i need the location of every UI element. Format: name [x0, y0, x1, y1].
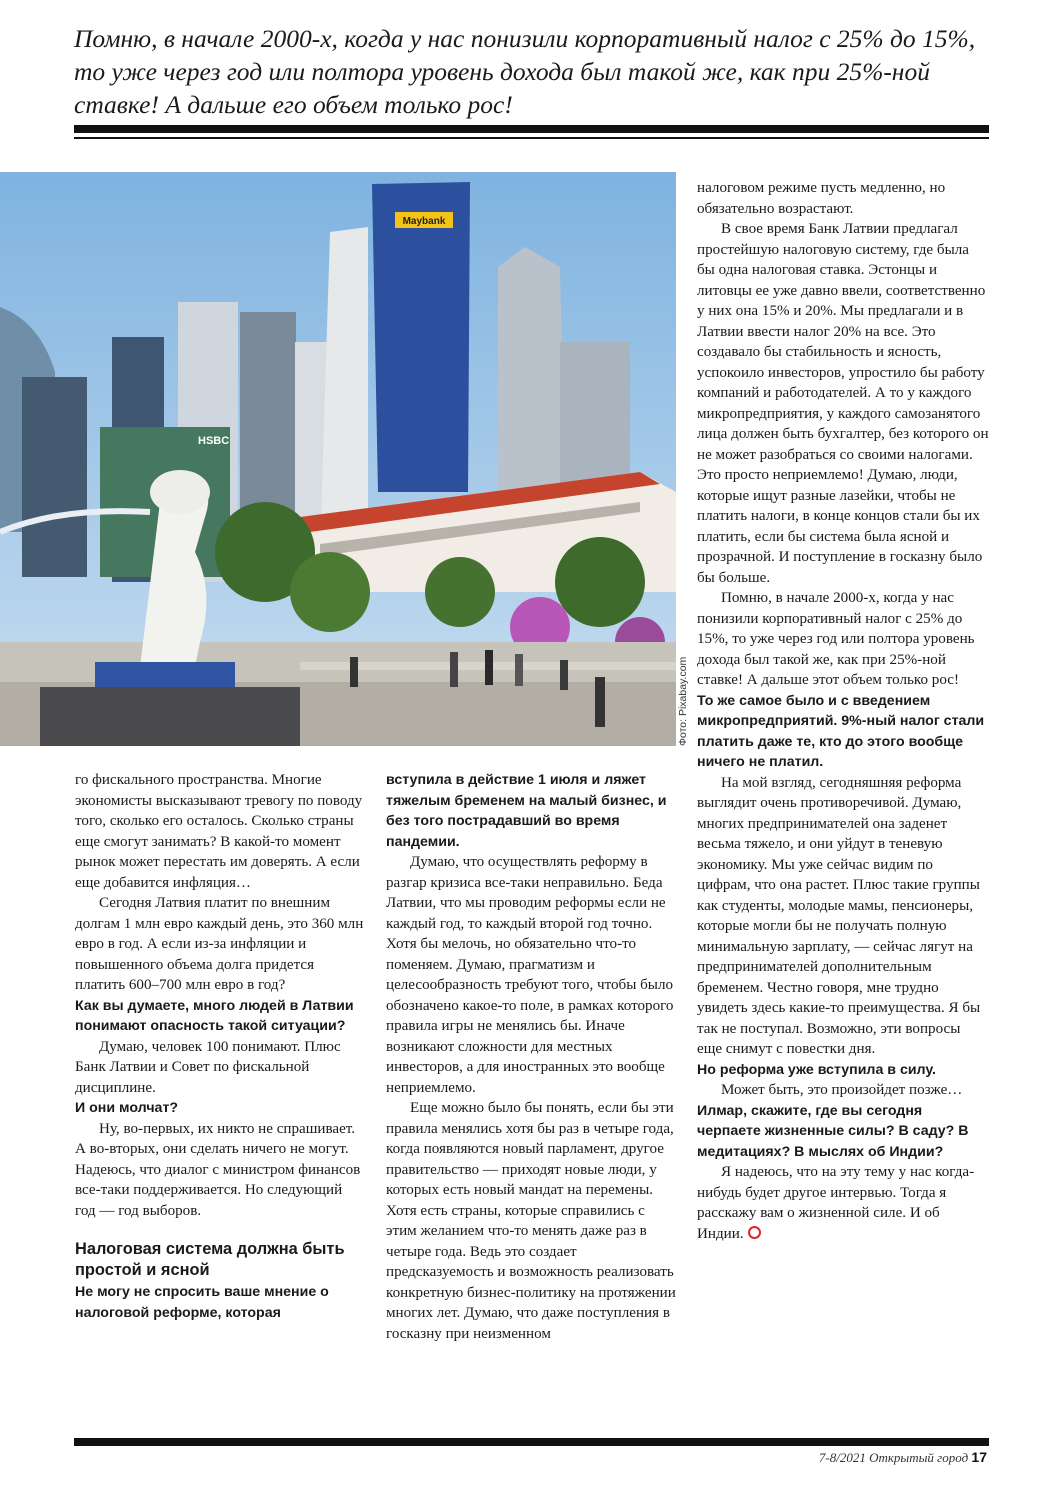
svg-text:HSBC: HSBC [198, 435, 230, 447]
article-column-2 [386, 770, 676, 1344]
interview-question: вступила в действие 1 июля и ляжет тяжелым бременем на малый бизнес, и без того пострадавший во время пандемии. [386, 772, 667, 850]
interview-question: Илмар, скажите, где вы сегодня черпаете жизненные силы? В саду? В медитациях? В мыслях об Индии? [697, 1102, 969, 1160]
svg-text:Maybank: Maybank [402, 216, 446, 227]
page-footer [819, 1449, 987, 1466]
issue-number: 7-8/2021 [818, 1450, 866, 1465]
paragraph: В свое время Банк Латвии предлагал простейшую налоговую систему, где была бы одна налоговая ставка. Эстонцы и литовцы ее уже давно ввели, соответственно у них она 15% и 20%. Мы предлагали и в Латвии ввести налог 20% на все. Это создавало бы стабильность и ясность, успокоило инвесторов, упростило бы работу компаний и работодателей. А то у каждого микропредприятия, у каждого самозанятого лица должен быть бухгалтер, без которого он не может разобраться со своими налогами. Это просто неприемлемо! Думаю, люди, которые ищут разные лазейки, чтобы не платить налоги, в конце концов стали бы их платить, если бы система была ясной и прозрачной. И поступление в госказну было бы больше. [697, 221, 989, 586]
end-mark-icon [748, 1226, 761, 1239]
paragraph: На мой взгляд, сегодняшняя реформа выглядит очень противоречивой. Думаю, многих предпринимателей она заденет весьма тяжело, и они уйдут в теневую экономику. Мы уже сейчас видим по цифрам, что она растет. Плюс такие группы как студенты, молодые мамы, пенсионеры, которые могли бы не получать полную минимальную зарплату, — сейчас лягут на предпринимателей дополнительным бременем. Честно говоря, мне трудно увидеть здесь какие-то преимущества. Я бы так не поступал. Возможно, эти вопросы еще снимут с повестки дня. [697, 774, 981, 1057]
pull-quote: Помню, в начале 2000-х, когда у нас понизили корпоративный налог с 25% до 15%, то уже через год или полтора уровень дохода был такой же, как при 25%-ной ставке! А дальше его объем только рос! [74, 24, 976, 119]
article-photo [0, 172, 676, 746]
article-column-1 [75, 770, 365, 1323]
paragraph: го фискального пространства. Многие экономисты высказывают тревогу по поводу того, сколько его осталось. Сколько страны еще смогут занимать? В какой-то момент рынок может перестать им доверять. А если еще добавится инфляция… [75, 772, 363, 891]
header-rule-thin [74, 137, 989, 139]
interview-question: Не могу не спросить ваше мнение о налоговой реформе, которая [75, 1284, 329, 1321]
paragraph: Сегодня Латвия платит по внешним долгам 1 млн евро каждый день, это 360 млн евро в год. А если из-за инфляции и повышенного объема долга придется платить 600–700 млн евро в год? [75, 895, 364, 993]
interview-question: И они молчат? [75, 1100, 179, 1116]
paragraph: Думаю, что осуществлять реформу в разгар кризиса все-таки неправильно. Беда Латвии, что мы проводим реформы если не каждый год, то каждый второй год точно. Хотя бы мелочь, но обязательно что-то поменяем. Думаю, прагматизм и целесообразность требуют того, чтобы было обозначено какое-то поле, в рамках которого правила игры не менялись бы. Иначе возникают сложности для местных инвесторов, а для иностранных это вообще неприемлемо. [386, 854, 674, 1096]
photo-credit: Фото: Pixabay.com [677, 656, 689, 746]
paragraph: Помню, в начале 2000-х, когда у нас понизили корпоративный налог с 25% до 15%, то уже через год или полтора уровень дохода был такой же, как при 25%-ной ставке! А дальше этот объем только рос! [697, 590, 975, 688]
section-heading: Налоговая система должна быть простой и ясной [75, 1240, 345, 1279]
interview-question: Как вы думаете, много людей в Латвии понимают опасность такой ситуации? [75, 997, 354, 1034]
page-number: 17 [971, 1449, 987, 1465]
interview-question: То же самое было и с введением микропредприятий. 9%-ный налог стали платить даже те, кто до этого вообще ничего не платил. [697, 692, 985, 770]
closing-text: Я надеюсь, что на эту тему у нас когда-нибудь будет другое интервью. Тогда я расскажу вам о жизненной силе. И об Индии. [697, 1164, 975, 1242]
header-rule-thick [74, 125, 989, 133]
magazine-name: Открытый город [869, 1450, 969, 1465]
paragraph: налоговом режиме пусть медленно, но обязательно возрастают. [697, 180, 946, 217]
paragraph [697, 1162, 989, 1244]
article-column-3 [697, 178, 989, 1244]
paragraph: Еще можно было бы понять, если бы эти правила менялись хотя бы раз в четыре года, когда появляются новый парламент, другое правительство — приходят новые люди, у которых есть новый мандат на перемены. Хотя есть страны, которые справились с этим желанием что-то менять даже раз в четыре года. Ведь это создает предсказуемость и возможность реализовать конкретную бизнес-политику на протяжении многих лет. Думаю, что даже поступления в госказну при неизменном [386, 1100, 676, 1342]
paragraph: Может быть, это произойдет позже… [721, 1082, 963, 1098]
footer-rule [74, 1438, 989, 1446]
paragraph: Ну, во-первых, их никто не спрашивает. А во-вторых, они сделать ничего не могут. Надеюсь, что диалог с министром финансов все-таки поддерживается. Но следующий год — год выборов. [75, 1120, 361, 1219]
paragraph: Думаю, человек 100 понимают. Плюс Банк Латвии и Совет по фискальной дисциплине. [75, 1038, 341, 1096]
interview-question: Но реформа уже вступила в силу. [697, 1061, 936, 1078]
